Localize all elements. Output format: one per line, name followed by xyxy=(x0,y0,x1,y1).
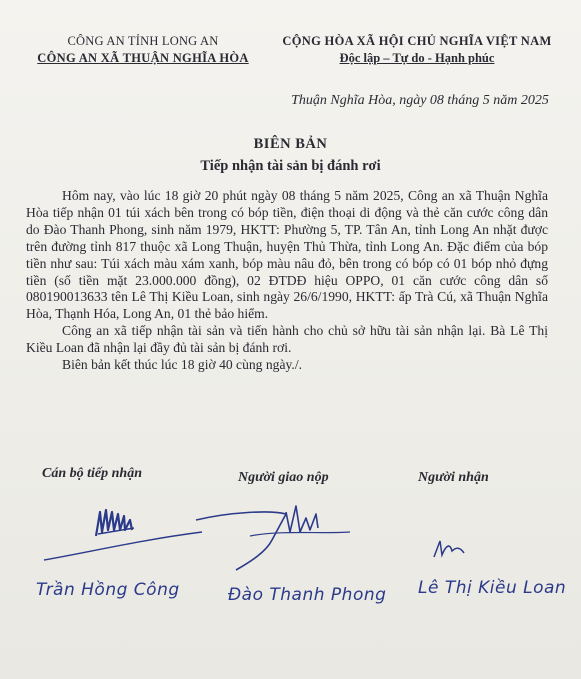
agency-line2: CÔNG AN XÃ THUẬN NGHĨA HÒA xyxy=(37,51,249,65)
receiver-officer-signature-icon xyxy=(30,500,210,570)
country-line1: CỘNG HÒA XÃ HỘI CHỦ NGHĨA VIỆT NAM xyxy=(282,34,552,48)
recipient-label: Người nhận xyxy=(418,470,489,485)
recipient-name: Lê Thị Kiều Loan xyxy=(418,578,567,598)
receiver-officer-label: Cán bộ tiếp nhận xyxy=(42,466,142,481)
recipient-signature-icon xyxy=(430,535,480,565)
paragraph-3: Biên bản kết thúc lúc 18 giờ 40 cùng ngày./. xyxy=(62,357,302,373)
document-subtitle: Tiếp nhận tài sản bị đánh rơi xyxy=(200,158,381,174)
country-motto: Độc lập – Tự do - Hạnh phúc xyxy=(339,51,495,65)
agency-header xyxy=(28,33,258,67)
receiver-officer-name: Trần Hồng Công xyxy=(36,580,180,600)
document-body xyxy=(26,188,548,374)
date-line: Thuận Nghĩa Hòa, ngày 08 tháng 5 năm 2025 xyxy=(291,93,549,108)
paragraph-2: Công an xã tiếp nhận tài sản và tiến hành cho chủ sở hữu tài sản nhận lại. Bà Lê Thị Kiều Loan đã nhận lại đầy đủ tài sản bị đánh rơi. xyxy=(26,323,548,356)
document-title: BIÊN BẢN xyxy=(253,136,328,152)
submitter-signature-icon xyxy=(190,500,360,580)
submitter-name: Đào Thanh Phong xyxy=(228,585,387,605)
paragraph-1: Hôm nay, vào lúc 18 giờ 20 phút ngày 08 tháng 5 năm 2025, Công an xã Thuận Nghĩa Hòa tiếp nhận 01 túi xách bên trong có bóp tiền, điện thoại di động và thẻ căn cước công dân do Đào Thanh Phong, sinh năm 1979, HKTT: Phường 5, TP. Tân An, tỉnh Long An nhặt được trên đường tỉnh 817 thuộc xã Long Thuận, huyện Thủ Thừa, tỉnh Long An. Đặc điểm của bóp tiền như sau: Túi xách màu xám xanh, bóp màu nâu đỏ, bên trong có bóp có 01 bóp nhỏ đựng tiền (số tiền mặt 23.000.000 đồng), 02 ĐTDĐ hiệu OPPO, 01 căn cước công dân số 080190013633 tên Lê Thị Kiều Loan, sinh ngày 26/6/1990, HKTT: ấp Trà Cú, xã Thuận Nghĩa Hòa, Thạnh Hóa, Long An, 01 thẻ bảo hiểm. xyxy=(26,188,548,322)
agency-line1: CÔNG AN TỈNH LONG AN xyxy=(67,34,219,48)
submitter-label: Người giao nộp xyxy=(238,470,329,485)
country-header xyxy=(262,33,572,67)
